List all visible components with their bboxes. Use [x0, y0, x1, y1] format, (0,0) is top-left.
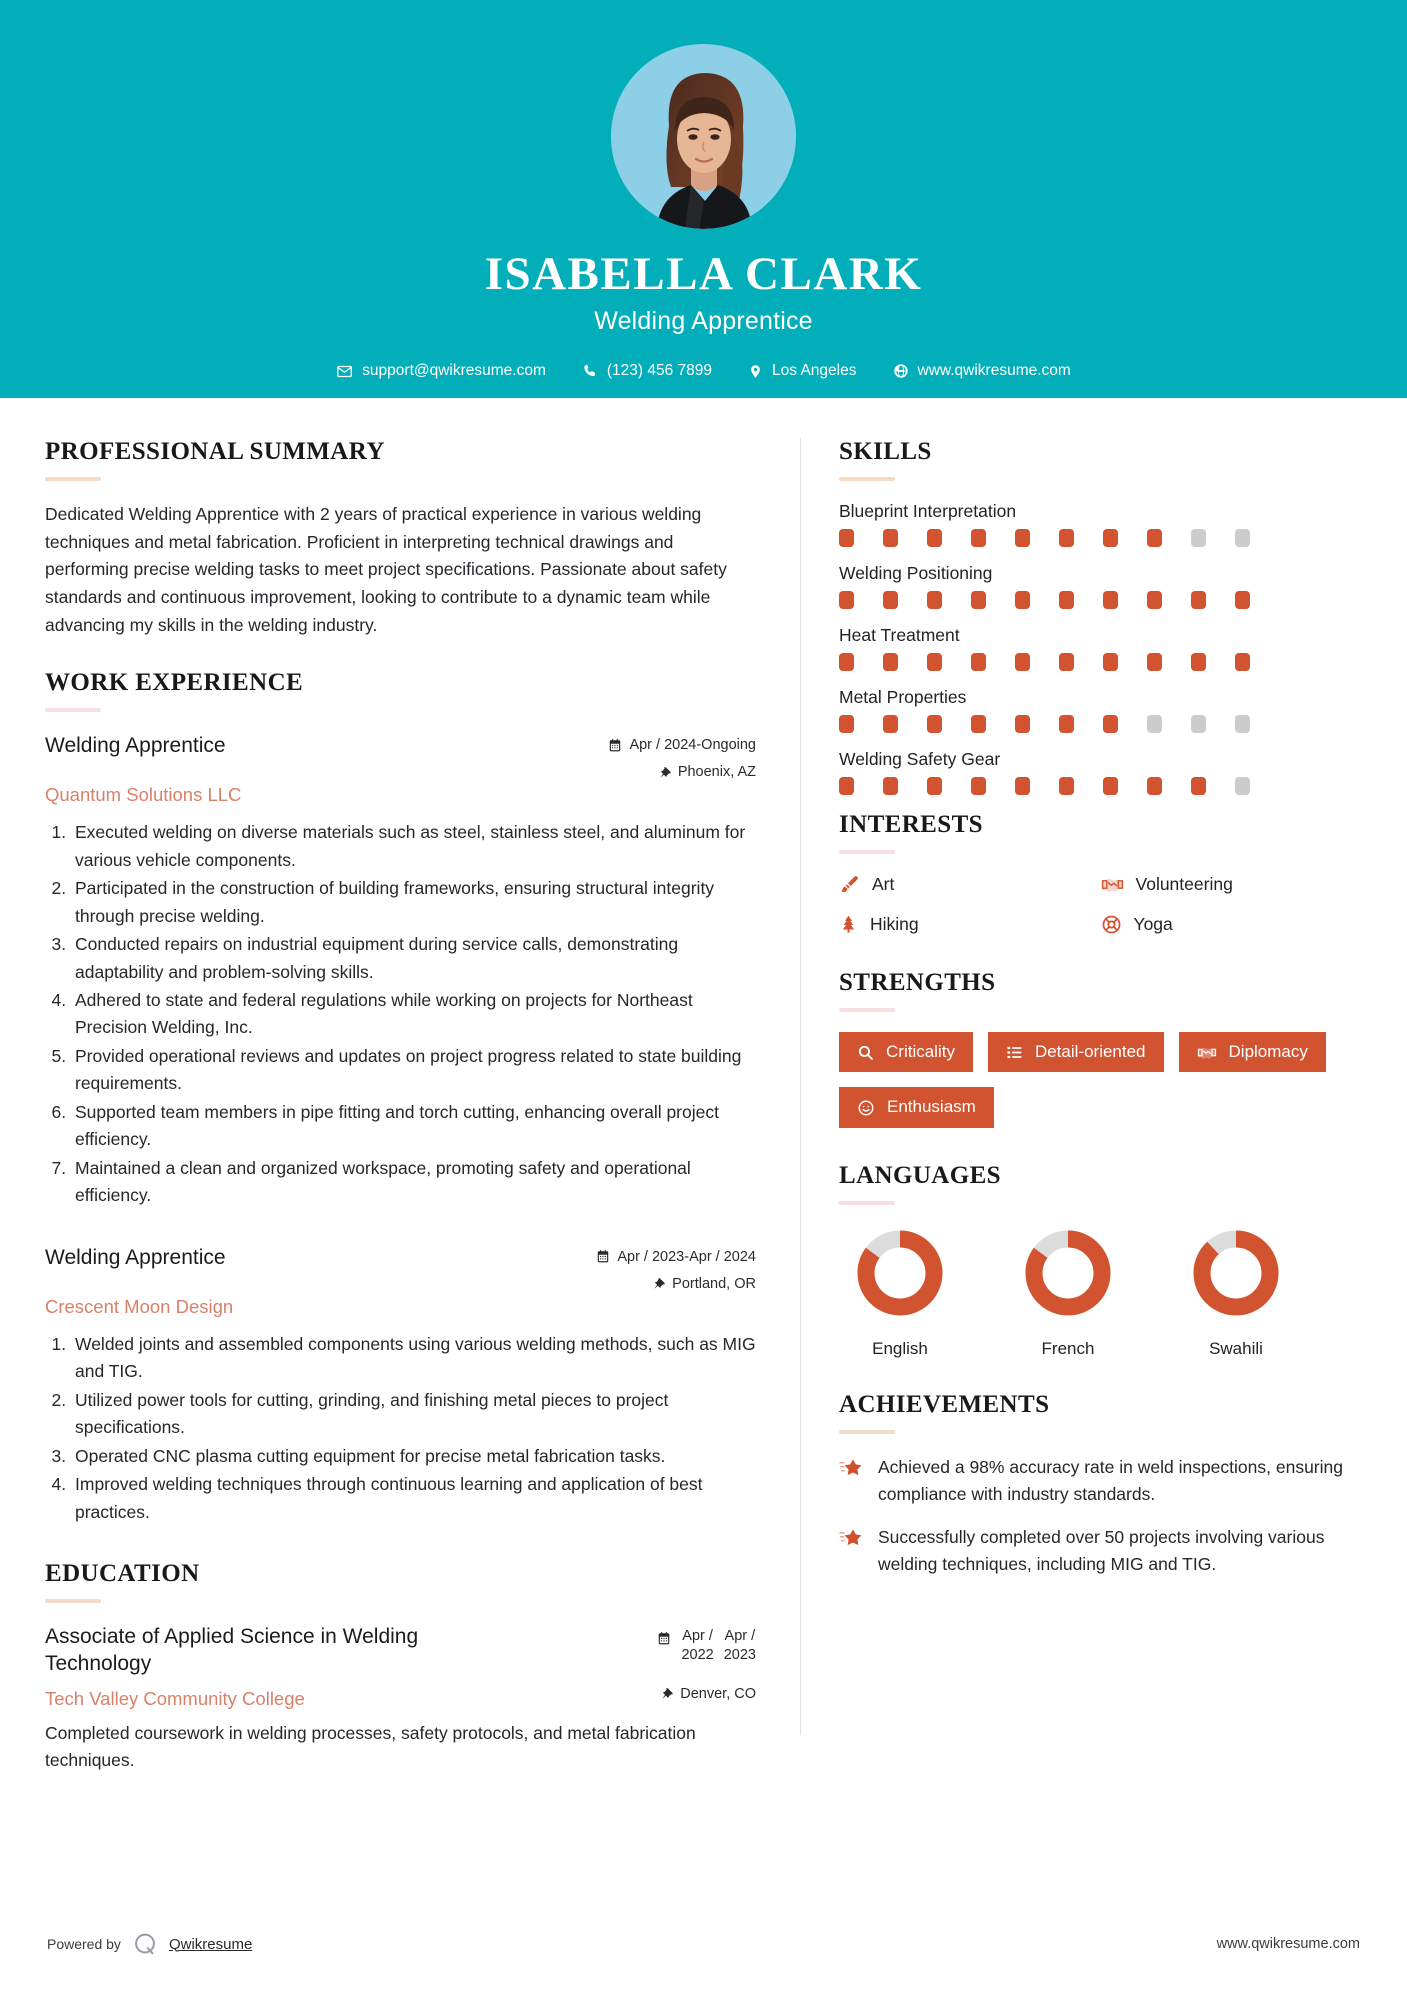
skill-dot-filled [1191, 653, 1206, 671]
interest-label: Hiking [870, 913, 919, 934]
section-professional-summary [45, 438, 756, 639]
location-pin-icon [748, 363, 763, 380]
skill-dot-filled [1191, 777, 1206, 795]
avatar [611, 44, 796, 229]
skill-dot-empty [1235, 777, 1250, 795]
job-bullet: 2. Utilized power tools for cutting, grinding, and finishing metal pieces to project specifications. [71, 1387, 756, 1442]
envelope-icon [336, 363, 353, 380]
section-title-interests: INTERESTS [839, 811, 983, 838]
contact-row [0, 362, 1407, 380]
job-bullet: 6. Supported team members in pipe fitting and torch cutting, enhancing overall project efficiency. [71, 1099, 756, 1154]
education-start-month: Apr / [682, 1628, 713, 1645]
work-experience-item [45, 732, 756, 1210]
job-role: Welding Apprentice [45, 1245, 226, 1269]
skill-dot-filled [1103, 653, 1118, 671]
section-rule [45, 477, 101, 481]
skill-level-meter [839, 653, 1362, 671]
job-bullet: 4. Improved welding techniques through continuous learning and application of best practices. [71, 1471, 756, 1526]
education-start-date [681, 1627, 713, 1665]
left-column [0, 398, 800, 1775]
resume-body [0, 398, 1407, 1775]
language-donut-chart [852, 1225, 948, 1321]
skill-dot-filled [971, 715, 986, 733]
education-subheader [45, 1678, 756, 1710]
handshake-icon [1197, 1044, 1217, 1061]
education-end-month: Apr / [724, 1628, 756, 1645]
skill-dot-filled [1147, 777, 1162, 795]
interests-grid [839, 874, 1362, 935]
skill-dot-filled [839, 715, 854, 733]
section-interests [839, 811, 1362, 935]
tree-icon [839, 913, 858, 935]
paintbrush-icon [839, 874, 860, 895]
section-title-professional-summary: PROFESSIONAL SUMMARY [45, 438, 385, 465]
skill-dot-filled [971, 777, 986, 795]
section-education [45, 1560, 756, 1775]
resume-header [0, 0, 1407, 398]
education-description: Completed coursework in welding processes, safety protocols, and metal fabrication techniques. [45, 1722, 696, 1771]
job-dates-text: Apr / 2024-Ongoing [629, 737, 756, 754]
contact-phone[interactable] [564, 362, 730, 380]
skill-dot-filled [1147, 591, 1162, 609]
strength-label: Criticality [886, 1042, 955, 1061]
smiley-icon [857, 1099, 875, 1117]
search-icon [857, 1044, 874, 1061]
language-label: French [1041, 1338, 1095, 1358]
skill-dot-filled [883, 653, 898, 671]
job-dates [596, 1249, 756, 1265]
interest-label: Art [872, 874, 895, 894]
section-work-experience [45, 669, 756, 1526]
job-company: Quantum Solutions LLC [45, 784, 242, 806]
skill-dot-filled [1147, 529, 1162, 547]
strength-chip-criticality[interactable] [839, 1032, 973, 1072]
handshake-icon [1101, 874, 1124, 895]
job-header [45, 732, 756, 780]
skill-dot-filled [1191, 591, 1206, 609]
list-icon [1006, 1044, 1023, 1061]
phone-icon [582, 363, 598, 379]
section-languages [839, 1162, 1362, 1359]
job-bullet: 2. Participated in the construction of building frameworks, ensuring structural integrity through precise welding. [71, 875, 756, 930]
skill-level-meter [839, 715, 1362, 733]
education-location-text: Denver, CO [680, 1685, 756, 1702]
job-meta [608, 732, 756, 780]
skill-dot-filled [1059, 653, 1074, 671]
pushpin-icon [661, 1686, 673, 1701]
lifebuoy-icon [1101, 914, 1122, 935]
section-rule [839, 850, 895, 854]
section-title-languages: LANGUAGES [839, 1161, 1001, 1189]
interest-item-yoga [1101, 913, 1363, 935]
job-dates [608, 737, 756, 753]
skill-dot-filled [1103, 777, 1118, 795]
section-title-skills: SKILLS [839, 438, 932, 465]
job-company: Crescent Moon Design [45, 1295, 234, 1317]
calendar-icon [657, 1631, 671, 1646]
pushpin-icon [653, 1276, 665, 1291]
job-bullet: 4. Adhered to state and federal regulations while working on projects for Northeast Precision Welding, Inc. [71, 987, 756, 1042]
skill-dot-filled [883, 529, 898, 547]
job-bullet: 5. Provided operational reviews and updates on project progress related to state building requirements. [71, 1043, 756, 1098]
globe-icon [893, 363, 909, 379]
section-strengths [839, 969, 1362, 1128]
job-location [596, 1276, 756, 1292]
star-icon [839, 1526, 864, 1551]
powered-by-label: Powered by [47, 1936, 121, 1952]
language-item [1181, 1225, 1291, 1359]
skill-name: Welding Safety Gear [839, 749, 1001, 769]
contact-website-text: www.qwikresume.com [917, 362, 1071, 380]
interest-label: Volunteering [1135, 874, 1233, 894]
job-location [608, 764, 756, 780]
skill-dot-empty [1147, 715, 1162, 733]
section-skills [839, 438, 1362, 795]
job-bullet: 1. Welded joints and assembled components using various welding methods, such as MIG and TIG. [71, 1331, 756, 1386]
section-achievements [839, 1391, 1362, 1579]
education-location [661, 1686, 756, 1702]
job-meta [596, 1244, 756, 1292]
skill-name: Heat Treatment [839, 625, 960, 645]
job-role: Welding Apprentice [45, 734, 226, 758]
job-bullet-list [45, 819, 756, 1210]
education-end-year: 2023 [723, 1646, 756, 1663]
skills-list [839, 501, 1362, 795]
language-label: Swahili [1209, 1338, 1263, 1358]
skill-dot-empty [1191, 715, 1206, 733]
contact-phone-text: (123) 456 7899 [606, 362, 713, 380]
skill-dot-filled [1015, 777, 1030, 795]
skill-dot-filled [839, 591, 854, 609]
skill-dot-filled [927, 591, 942, 609]
skill-dot-empty [1235, 715, 1250, 733]
skill-name: Welding Positioning [839, 563, 993, 583]
powered-by-block [47, 1931, 252, 1957]
section-rule [839, 1008, 895, 1012]
job-bullet: 3. Conducted repairs on industrial equipment during service calls, demonstrating adaptability and problem-solving skills. [71, 931, 756, 986]
skill-level-meter [839, 777, 1362, 795]
skill-dot-filled [971, 529, 986, 547]
skill-dot-filled [927, 653, 942, 671]
footer-url: www.qwikresume.com [1216, 1936, 1360, 1952]
skill-dot-filled [839, 653, 854, 671]
skill-dot-filled [1235, 591, 1250, 609]
skill-dot-filled [1059, 591, 1074, 609]
section-rule [839, 1430, 895, 1434]
section-rule [45, 708, 101, 712]
job-dates-text: Apr / 2023-Apr / 2024 [617, 1248, 756, 1265]
star-icon [839, 1456, 864, 1481]
skill-dot-filled [927, 777, 942, 795]
contact-email[interactable] [318, 362, 564, 380]
skill-dot-filled [1147, 653, 1162, 671]
contact-email-text: support@qwikresume.com [362, 362, 546, 380]
strengths-list [839, 1032, 1362, 1128]
skill-dot-filled [1059, 529, 1074, 547]
education-end-date [724, 1627, 756, 1665]
strength-label: Detail-oriented [1034, 1042, 1146, 1061]
education-degree: Associate of Applied Science in Welding Technology [45, 1625, 419, 1676]
header-job-title: Welding Apprentice [594, 307, 813, 336]
calendar-icon [608, 738, 622, 753]
strength-chip-detail-oriented[interactable] [988, 1032, 1164, 1072]
skill-dot-filled [839, 529, 854, 547]
achievement-item [839, 1454, 1362, 1508]
job-location-text: Phoenix, AZ [677, 764, 756, 781]
education-header [45, 1623, 756, 1678]
job-header [45, 1244, 756, 1292]
achievement-text: Successfully completed over 50 projects involving various welding techniques, including MIG and TIG. [878, 1527, 1325, 1575]
qwikresume-logo-icon [132, 1931, 158, 1957]
skill-dot-filled [1015, 529, 1030, 547]
job-bullet: 3. Operated CNC plasma cutting equipment for precise metal fabrication tasks. [71, 1443, 756, 1470]
skill-dot-filled [927, 529, 942, 547]
qwikresume-link[interactable]: Qwikresume [168, 1935, 253, 1953]
education-dates [657, 1623, 756, 1665]
section-title-strengths: STRENGTHS [839, 969, 996, 996]
education-start-year: 2022 [681, 1646, 714, 1663]
achievement-item [839, 1524, 1362, 1578]
interest-label: Yoga [1133, 913, 1173, 934]
education-item [45, 1623, 756, 1775]
education-school: Tech Valley Community College [45, 1687, 305, 1709]
job-bullet: 1. Executed welding on diverse materials such as steel, stainless steel, and aluminum for various vehicle components. [71, 819, 756, 874]
language-label: English [872, 1338, 928, 1358]
page-title: ISABELLA CLARK [484, 248, 923, 300]
achievement-text: Achieved a 98% accuracy rate in weld inspections, ensuring compliance with industry standards. [878, 1456, 1343, 1504]
skill-dot-filled [1059, 777, 1074, 795]
skill-dot-filled [883, 591, 898, 609]
section-title-work-experience: WORK EXPERIENCE [45, 669, 304, 697]
skill-dot-filled [883, 715, 898, 733]
work-experience-item [45, 1244, 756, 1526]
skill-dot-filled [1015, 653, 1030, 671]
section-rule [839, 1201, 895, 1205]
interest-item-volunteering [1101, 874, 1363, 895]
skill-level-meter [839, 529, 1362, 547]
section-title-education: EDUCATION [45, 1560, 200, 1588]
skill-dot-filled [1235, 653, 1250, 671]
strength-label: Diplomacy [1228, 1042, 1308, 1061]
section-rule [45, 1599, 101, 1603]
avatar-photo-icon [611, 44, 796, 229]
section-title-achievements: ACHIEVEMENTS [839, 1390, 1050, 1418]
skill-dot-filled [927, 715, 942, 733]
skill-dot-filled [839, 777, 854, 795]
skill-dot-filled [1015, 715, 1030, 733]
strength-chip-diplomacy[interactable] [1179, 1032, 1326, 1072]
pushpin-icon [659, 765, 671, 780]
skill-dot-filled [883, 777, 898, 795]
language-donut-chart [1020, 1225, 1116, 1321]
page-footer [0, 1898, 1407, 1990]
language-item [1013, 1225, 1123, 1359]
skill-dot-filled [1103, 591, 1118, 609]
job-bullet: 7. Maintained a clean and organized workspace, promoting safety and operational efficiency. [71, 1155, 756, 1210]
strength-chip-enthusiasm[interactable] [839, 1087, 994, 1127]
interest-item-art [839, 874, 1101, 895]
skill-name: Blueprint Interpretation [839, 501, 1017, 521]
skill-dot-filled [1059, 715, 1074, 733]
job-location-text: Portland, OR [672, 1275, 756, 1292]
language-donut-chart [1188, 1225, 1284, 1321]
skill-dot-filled [1015, 591, 1030, 609]
contact-website[interactable] [875, 362, 1089, 380]
skill-dot-filled [971, 591, 986, 609]
right-column [801, 398, 1407, 1775]
skill-dot-filled [1103, 715, 1118, 733]
calendar-icon [596, 1249, 610, 1264]
job-bullet-list [45, 1331, 756, 1526]
strength-label: Enthusiasm [887, 1097, 976, 1117]
skill-dot-filled [971, 653, 986, 671]
professional-summary-text: Dedicated Welding Apprentice with 2 years of practical experience in various welding techniques and metal fabrication. Proficient in interpreting technical drawings and performing precise welding tasks to meet project specifications. Passionate about safety standards and continuous improvement, looking to contribute to a dynamic team while advancing my skills in the welding industry. [45, 504, 727, 635]
skill-name: Metal Properties [839, 687, 967, 707]
interest-item-hiking [839, 913, 1101, 935]
contact-location-text: Los Angeles [772, 362, 857, 380]
skill-dot-empty [1191, 529, 1206, 547]
skill-level-meter [839, 591, 1362, 609]
contact-location[interactable] [730, 362, 874, 380]
language-item [845, 1225, 955, 1359]
skill-dot-empty [1235, 529, 1250, 547]
section-rule [839, 477, 895, 481]
skill-dot-filled [1103, 529, 1118, 547]
languages-list [839, 1225, 1362, 1359]
